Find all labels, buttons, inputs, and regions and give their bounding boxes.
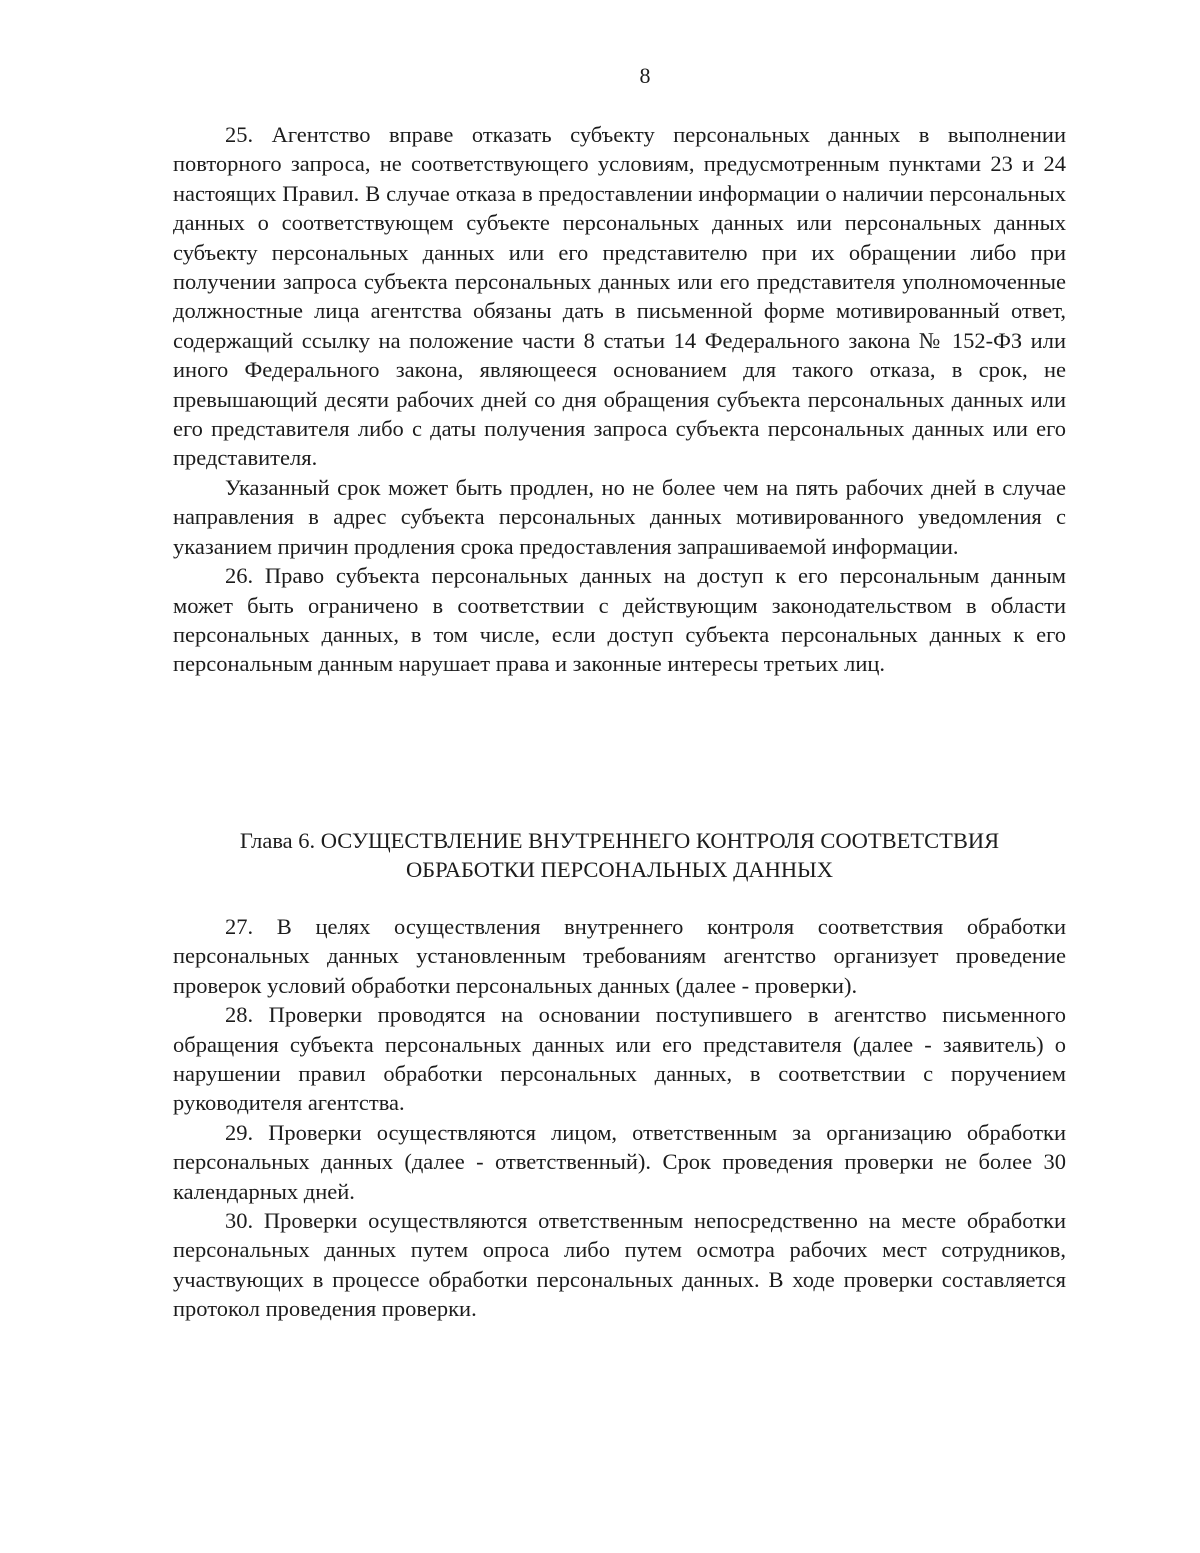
paragraph-30: 30. Проверки осуществляются ответственным непосредственно на месте обработки персональных данных путем опроса либо путем осмотра рабочих мест сотрудников, участвующих в процессе обработки персональных данных. В ходе проверки составляется протокол проведения проверки.: [173, 1208, 1066, 1322]
section-text-bottom: [173, 912, 1066, 1324]
paragraph-25-extension: Указанный срок может быть продлен, но не более чем на пять рабочих дней в случае направления в адрес субъекта персональных данных мотивированного уведомления с указанием причин продления срока предоставления запрашиваемой информации.: [173, 474, 1066, 559]
chapter-heading-line-2: ОБРАБОТКИ ПЕРСОНАЛЬНЫХ ДАННЫХ: [405, 857, 834, 882]
chapter-heading: [173, 826, 1066, 884]
paragraph-26: 26. Право субъекта персональных данных на доступ к его персональным данным может быть ограничено в соответствии с действующим законодательством в области персональных данных, в том числе, если доступ субъекта персональных данных к его персональным данным нарушает права и законные интересы третьих лиц.: [173, 563, 1066, 677]
paragraph-28: 28. Проверки проводятся на основании поступившего в агентство письменного обращения субъекта персональных данных или его представителя (далее - заявитель) о нарушении правил обработки персональных данных, в соответствии с поручением руководителя агентства.: [173, 1002, 1066, 1116]
page-number: 8: [639, 63, 651, 88]
section-text-top: [173, 120, 1066, 679]
paragraph-29: 29. Проверки осуществляются лицом, ответственным за организацию обработки персональных данных (далее - ответственный). Срок проведения проверки не более 30 календарных дней.: [173, 1119, 1066, 1204]
paragraph-27: 27. В целях осуществления внутреннего контроля соответствия обработки персональных данных установленным требованиям агентство организует проведение проверок условий обработки персональных данных (далее - проверки).: [173, 914, 1066, 998]
chapter-heading-line-1: Глава 6. ОСУЩЕСТВЛЕНИЕ ВНУТРЕННЕГО КОНТРОЛЯ СООТВЕТСТВИЯ: [239, 828, 1000, 853]
paragraph-25: 25. Агентство вправе отказать субъекту персональных данных в выполнении повторного запроса, не соответствующего условиям, предусмотренным пунктами 23 и 24 настоящих Правил. В случае отказа в предоставлении информации о наличии персональных данных о соответствующем субъекте персональных данных или персональных данных субъекту персональных данных или его представителю при их обращении либо при получении запроса субъекта персональных данных или его представителя уполномоченные должностные лица агентства обязаны дать в письменной форме мотивированный ответ, содержащий ссылку на положение части 8 статьи 14 Федерального закона № 152-ФЗ или иного Федерального закона, являющееся основанием для такого отказа, в срок, не превышающий десяти рабочих дней со дня обращения субъекта персональных данных или его представителя либо с даты получения запроса субъекта персональных данных или его представителя.: [173, 122, 1066, 471]
